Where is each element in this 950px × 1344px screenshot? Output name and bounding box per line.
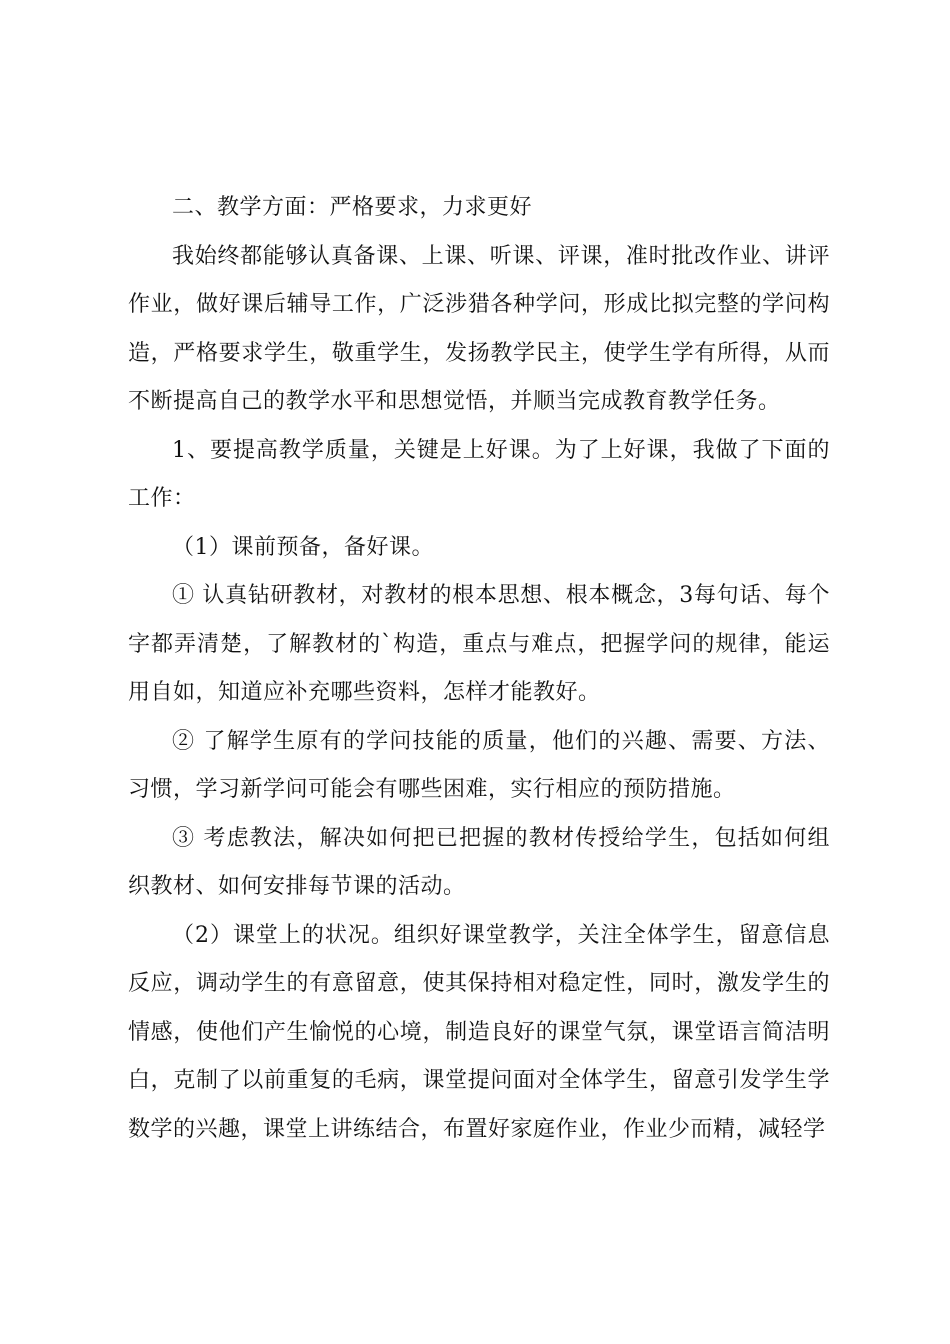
paragraph-subpoint-2: （2）课堂上的状况。组织好课堂教学，关注全体学生，留意信息反应，调动学生的有意留意，使其保持相对稳定性，同时，激发学生的情感，使他们产生愉悦的心境，制造良好的课堂气氛，课堂语言简洁明白，克制了以前重复的毛病，课堂提问面对全体学生，留意引发学生学数学的兴趣，课堂上讲练结合，布置好家庭作业，作业少而精，减轻学 xyxy=(128,922,830,1142)
paragraph-item-2: ② 了解学生原有的学问技能的质量，他们的兴趣、需要、方法、习惯，学习新学问可能会有哪些困难，实行相应的预防措施。 xyxy=(128,728,830,802)
paragraph-subpoint-1: （1）课前预备，备好课。 xyxy=(172,534,434,560)
section-heading: 二、教学方面：严格要求，力求更好 xyxy=(172,195,533,220)
paragraph-point-1: 1、要提高教学质量，关键是上好课。为了上好课，我做了下面的工作： xyxy=(128,437,830,511)
document-body xyxy=(128,184,830,1154)
paragraph-item-1: ① 认真钻研教材，对教材的根本思想、根本概念，3每句话、每个字都弄清楚，了解教材的`构造，重点与难点，把握学问的规律，能运用自如，知道应补充哪些资料，怎样才能教好。 xyxy=(128,583,830,705)
paragraph-item-3: ③ 考虑教法，解决如何把已把握的教材传授给学生，包括如何组织教材、如何安排每节课的活动。 xyxy=(128,825,830,899)
paragraph-intro: 我始终都能够认真备课、上课、听课、评课，准时批改作业、讲评作业，做好课后辅导工作，广泛涉猎各种学问，形成比拟完整的学问构造，严格要求学生，敬重学生，发扬教学民主，使学生学有所得，从而不断提高自己的教学水平和思想觉悟，并顺当完成教育教学任务。 xyxy=(128,243,830,414)
